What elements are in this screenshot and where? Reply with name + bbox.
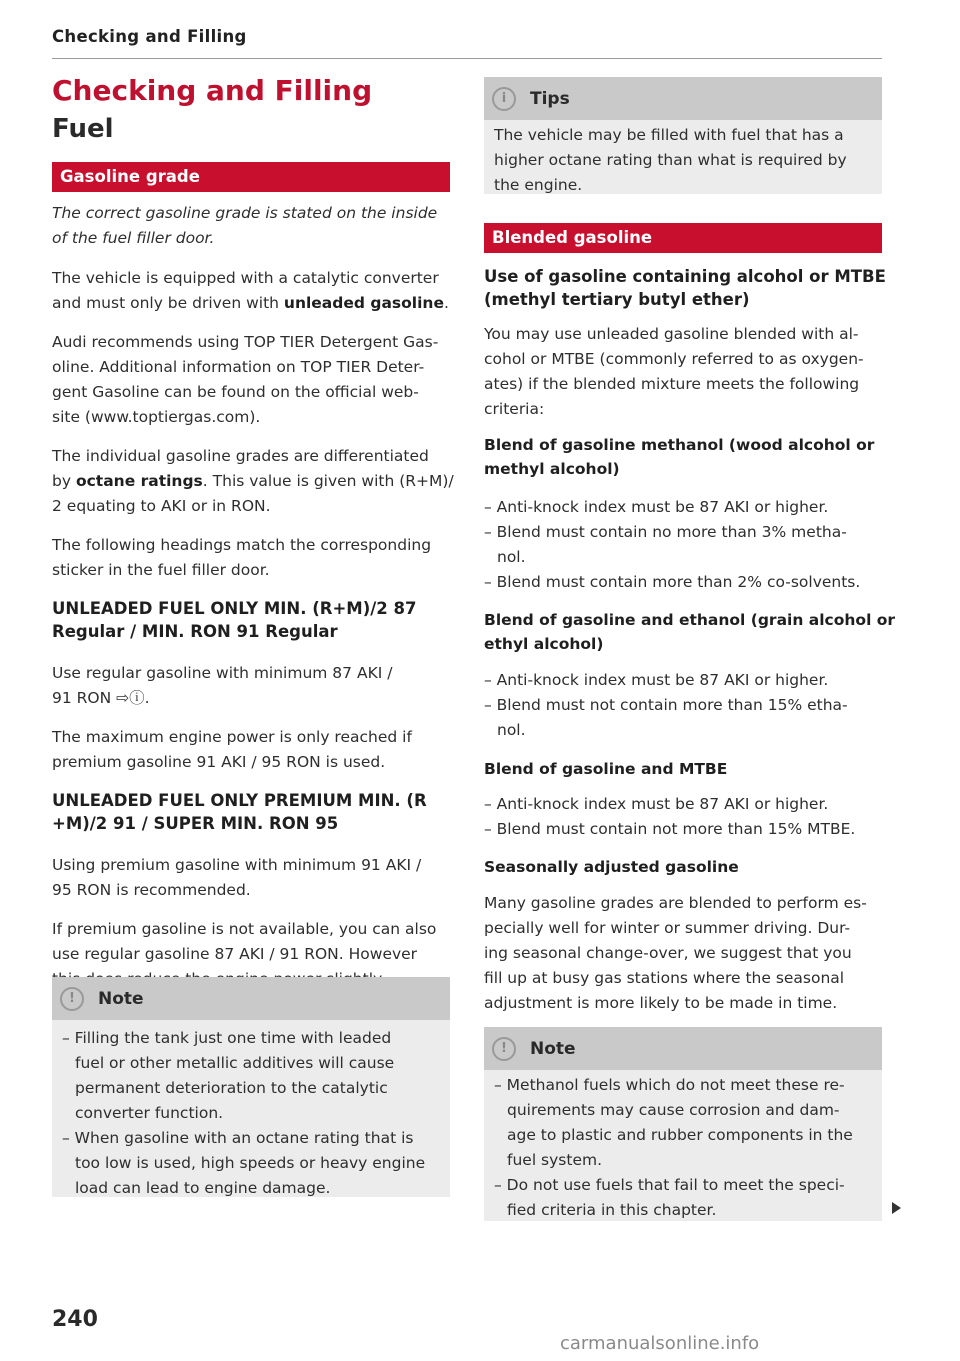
note-box-2 [484, 1027, 882, 1221]
list-item: – Blend must contain no more than 3% metha- [484, 523, 847, 541]
paragraph-line: adjustment is more likely to be made in time. [484, 994, 838, 1012]
tips-body [484, 120, 882, 204]
note-line: fied criteria in this chapter. [507, 1201, 717, 1219]
note-line: converter function. [75, 1104, 224, 1122]
list-item: – Anti-knock index must be 87 AKI or higher. [484, 795, 829, 813]
section-bar-gasoline-grade: Gasoline grade [52, 162, 450, 192]
intro-line: of the fuel filler door. [52, 229, 215, 247]
info-icon: i [492, 87, 516, 111]
note-line: – Filling the tank just one time with leaded [62, 1029, 392, 1047]
sticker-heading: +M)/2 91 / SUPER MIN. RON 95 [52, 814, 339, 833]
note-header [484, 1027, 882, 1070]
note-body [52, 1020, 450, 1207]
note-line: fuel or other metallic additives will cause [75, 1054, 395, 1072]
note-line: – Methanol fuels which do not meet these re- [494, 1076, 845, 1094]
paragraph-line: premium gasoline 91 AKI / 95 RON is used. [52, 753, 386, 771]
paragraph-line: 2 equating to AKI or in RON. [52, 497, 271, 515]
note-line: permanent deterioration to the catalytic [75, 1079, 388, 1097]
section-bar-blended-gasoline: Blended gasoline [484, 223, 882, 253]
list-item: nol. [497, 721, 526, 739]
paragraph-line: oline. Additional information on TOP TIER Deter- [52, 358, 425, 376]
paragraph-line: cohol or MTBE (commonly referred to as oxygen- [484, 350, 864, 368]
intro-line: The correct gasoline grade is stated on the inside [52, 204, 438, 222]
list-item: – Blend must contain more than 2% co-solvents. [484, 573, 861, 591]
paragraph-line: by octane ratings. This value is given with (R+M)/ [52, 472, 454, 490]
paragraph-line: The following headings match the corresponding [52, 536, 432, 554]
tips-line: higher octane rating than what is required by [494, 151, 847, 169]
paragraph-line: The maximum engine power is only reached if [52, 728, 412, 746]
list-item: – Blend must not contain more than 15% etha- [484, 696, 848, 714]
note-line: – When gasoline with an octane rating that is [62, 1129, 414, 1147]
watermark: carmanualsonline.info [560, 1333, 760, 1354]
unleaded-gasoline-emphasis: unleaded gasoline [283, 294, 444, 312]
warning-icon: ! [492, 1037, 516, 1061]
blend-heading: methyl alcohol) [484, 460, 620, 478]
tips-label: Tips [530, 88, 570, 109]
paragraph-line: criteria: [484, 400, 545, 418]
blend-heading: Seasonally adjusted gasoline [484, 858, 739, 876]
note-label: Note [530, 1038, 576, 1059]
paragraph-line: Many gasoline grades are blended to perform es- [484, 894, 867, 912]
tips-line: The vehicle may be filled with fuel that has a [494, 126, 844, 144]
page-number: 240 [52, 1307, 98, 1332]
paragraph-line: The individual gasoline grades are differentiated [52, 447, 429, 465]
blend-heading: Blend of gasoline and ethanol (grain alcohol or [484, 611, 896, 629]
note-line: quirements may cause corrosion and dam- [507, 1101, 840, 1119]
paragraph-line: 95 RON is recommended. [52, 881, 251, 899]
paragraph-line: You may use unleaded gasoline blended with al- [484, 325, 859, 343]
paragraph-line: pecially well for winter or summer driving. Dur- [484, 919, 851, 937]
paragraph-line: sticker in the fuel filler door. [52, 561, 270, 579]
paragraph-line: Audi recommends using TOP TIER Detergent Gas- [52, 333, 439, 351]
list-item: – Anti-knock index must be 87 AKI or higher. [484, 671, 829, 689]
running-head: Checking and Filling [52, 27, 882, 59]
paragraph-line: 91 RON ⇨ⓘ. [52, 689, 150, 707]
chapter-title: Checking and Filling [52, 74, 373, 107]
note-box [52, 977, 450, 1197]
paragraph-line: If premium gasoline is not available, you can also [52, 920, 437, 938]
octane-ratings-emphasis: octane ratings [75, 472, 203, 490]
blend-heading: ethyl alcohol) [484, 635, 604, 653]
subsection-heading: (methyl tertiary butyl ether) [484, 290, 750, 309]
tips-line: the engine. [494, 176, 583, 194]
paragraph-line: fill up at busy gas stations where the seasonal [484, 969, 845, 987]
paragraph-line: Use regular gasoline with minimum 87 AKI / [52, 664, 393, 682]
paragraph-line: use regular gasoline 87 AKI / 91 RON. However [52, 945, 418, 963]
note-line: fuel system. [507, 1151, 603, 1169]
note-header [52, 977, 450, 1020]
continue-arrow-icon [892, 1202, 901, 1214]
tips-header [484, 77, 882, 120]
note-label: Note [98, 988, 144, 1009]
paragraph-line: and must only be driven with unleaded gasoline. [52, 294, 449, 312]
paragraph-line: site (www.toptiergas.com). [52, 408, 261, 426]
tips-box [484, 77, 882, 194]
paragraph-line: ates) if the blended mixture meets the following [484, 375, 860, 393]
blend-heading: Blend of gasoline and MTBE [484, 760, 728, 778]
warning-icon: ! [60, 987, 84, 1011]
note-body [484, 1070, 882, 1229]
list-item: nol. [497, 548, 526, 566]
paragraph-line: The vehicle is equipped with a catalytic converter [52, 269, 439, 287]
note-line: too low is used, high speeds or heavy engine [75, 1154, 426, 1172]
section-title: Fuel [52, 114, 114, 144]
sticker-heading: UNLEADED FUEL ONLY MIN. (R+M)/2 87 [52, 599, 417, 618]
list-item: – Anti-knock index must be 87 AKI or higher. [484, 498, 829, 516]
note-line: – Do not use fuels that fail to meet the speci- [494, 1176, 845, 1194]
paragraph-line: ing seasonal change-over, we suggest that you [484, 944, 852, 962]
sticker-heading: Regular / MIN. RON 91 Regular [52, 622, 338, 641]
subsection-heading: Use of gasoline containing alcohol or MTBE [484, 267, 886, 286]
note-line: load can lead to engine damage. [75, 1179, 331, 1197]
paragraph-line: gent Gasoline can be found on the official web- [52, 383, 419, 401]
sticker-heading: UNLEADED FUEL ONLY PREMIUM MIN. (R [52, 791, 427, 810]
list-item: – Blend must contain not more than 15% MTBE. [484, 820, 856, 838]
note-line: age to plastic and rubber components in the [507, 1126, 853, 1144]
paragraph-line: Using premium gasoline with minimum 91 AKI / [52, 856, 422, 874]
blend-heading: Blend of gasoline methanol (wood alcohol or [484, 436, 875, 454]
